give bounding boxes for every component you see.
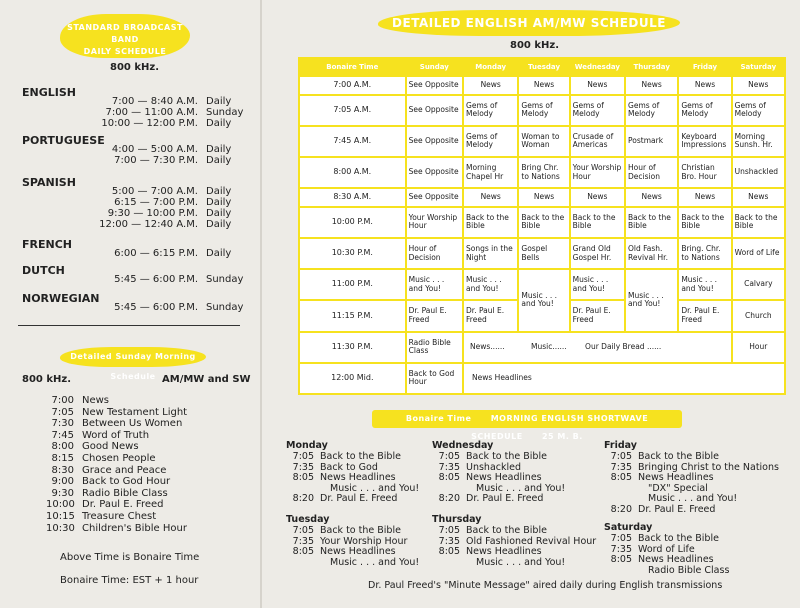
sw-row [288, 536, 407, 547]
sw-time: 7:35 [610, 543, 632, 555]
sunday-row [46, 465, 166, 476]
day-label: Daily [206, 155, 232, 166]
sw-row [606, 462, 779, 473]
table-cell: Gospel Bells [518, 238, 569, 269]
sw-row [606, 554, 714, 565]
sw-time: 8:05 [438, 472, 460, 484]
table-cell: News [678, 76, 731, 95]
day-label: Daily [206, 96, 232, 107]
sunday-time: 8:15 [51, 453, 74, 464]
sw-program: News Headlines [638, 472, 714, 484]
sunday-time: 7:05 [51, 406, 74, 418]
table-cell: News [463, 76, 518, 95]
sunday-time: 7:45 [51, 429, 74, 441]
sw-time: 8:05 [292, 546, 314, 558]
sw-row [288, 557, 419, 568]
table-cell: Music . . . and You! [406, 269, 463, 300]
sw-row [288, 462, 378, 473]
sw-row [606, 544, 695, 555]
sw-time: 7:05 [438, 525, 460, 536]
table-cell: 7:05 A.M. [299, 95, 406, 126]
language-time-row [94, 274, 243, 285]
table-cell: Hour of Decision [406, 238, 463, 269]
sunday-time: 7:00 [51, 395, 74, 406]
table-cell: Music . . . and You! [518, 269, 569, 331]
time-range: 9:30 — 10:00 P.M. [107, 208, 198, 219]
divider [18, 325, 240, 326]
sw-row [606, 504, 715, 515]
table-cell: Your Worship Hour [570, 157, 625, 188]
music-label: Music...... [531, 341, 567, 351]
sw-row [288, 493, 397, 504]
table-cell: News [463, 188, 518, 207]
table-cell: Bring. Chr. to Nations [678, 238, 731, 269]
table-cell: Hour of Decision [625, 157, 678, 188]
language-name: FRENCH [22, 238, 72, 251]
sw-row [606, 472, 714, 483]
sw-time: 8:05 [292, 472, 314, 484]
sw-time: 7:35 [438, 461, 460, 473]
time-range: 5:45 — 6:00 P.M. [114, 302, 198, 313]
sw-time: 8:05 [438, 546, 460, 558]
timezone-note: Bonaire Time: EST + 1 hour [60, 575, 199, 586]
language-time-row [94, 107, 243, 118]
sunday-program: Chosen People [82, 453, 156, 464]
table-cell: Gems of Melody [678, 95, 731, 126]
sunday-program: News [82, 395, 110, 406]
table-cell: News [625, 188, 678, 207]
sw-day-wednesday: Wednesday [432, 440, 494, 451]
sunday-program: Radio Bible Class [82, 487, 168, 499]
shortwave-banner [372, 410, 682, 441]
day-label: Daily [206, 186, 232, 197]
table-cell: Back to the Bible [518, 207, 569, 238]
sw-program: Old Fashioned Revival Hour [466, 535, 597, 547]
sw-row [434, 451, 547, 462]
table-row [299, 207, 785, 238]
sw-title: MORNING ENGLISH SHORTWAVE SCHEDULE [471, 414, 649, 441]
sw-program: Music . . . and You! [330, 482, 420, 494]
table-cell: Gems of Melody [463, 126, 518, 157]
sw-program: Back to God [320, 461, 378, 473]
sw-program: Word of Life [638, 543, 695, 555]
sw-program: Radio Bible Class [648, 564, 730, 576]
table-cell: 8:00 A.M. [299, 157, 406, 188]
sw-program: Dr. Paul E. Freed [320, 493, 398, 505]
table-cell: 7:00 A.M. [299, 76, 406, 95]
sunday-time: 9:00 [51, 476, 74, 488]
language-time-row [94, 302, 243, 313]
day-label: Daily [206, 248, 232, 259]
sunday-program: New Testament Light [82, 406, 188, 418]
day-label: Daily [206, 144, 232, 155]
table-cell: News [732, 76, 785, 95]
time-range: 10:00 — 12:00 P.M. [101, 118, 198, 129]
sw-program: "DX" Special [648, 482, 708, 494]
sunday-row [46, 395, 109, 406]
sunday-program: Word of Truth [82, 429, 150, 441]
table-cell: News [518, 188, 569, 207]
table-row [299, 95, 785, 126]
sw-row [288, 525, 401, 536]
language-time-row [94, 144, 231, 155]
sw-time: 8:20 [610, 504, 632, 515]
sunday-time: 7:30 [51, 418, 74, 430]
table-cell: Keyboard Impressions [678, 126, 731, 157]
table-row [299, 269, 785, 300]
table-cell: 7:45 A.M. [299, 126, 406, 157]
language-name: NORWEGIAN [22, 292, 100, 305]
table-cell: Back to the Bible [678, 207, 731, 238]
table-cell: News [732, 188, 785, 207]
day-label: Sunday [206, 302, 244, 313]
sw-row [434, 472, 542, 483]
sw-program: News Headlines [320, 546, 396, 558]
table-cell: Postmark [625, 126, 678, 157]
table-cell: 8:30 A.M. [299, 188, 406, 207]
table-cell: Music . . . and You! [463, 269, 518, 300]
sunday-row [46, 407, 187, 418]
sw-day-monday: Monday [286, 440, 328, 451]
language-name: DUTCH [22, 264, 65, 277]
sw-band: 25 M. B. [541, 432, 583, 441]
sw-program: Back to the Bible [638, 451, 719, 462]
sw-bonaire-time: Bonaire Time [405, 414, 472, 423]
time-range: 7:00 — 8:40 A.M. [111, 96, 198, 107]
table-cell: Morning Sunsh. Hr. [732, 126, 785, 157]
table-cell: 10:00 P.M. [299, 207, 406, 238]
sw-time: 7:35 [438, 535, 460, 547]
left-frequency: 800 kHz. [110, 62, 159, 73]
sunday-frequency: 800 kHz. [22, 374, 71, 385]
table-cell: Dr. Paul E. Freed [406, 300, 463, 331]
sw-time: 7:35 [292, 461, 314, 473]
sunday-program: Between Us Women [82, 418, 183, 430]
sw-row [434, 483, 565, 494]
table-cell: Dr. Paul E. Freed [570, 300, 625, 331]
table-cell: 12:00 Mid. [299, 363, 406, 394]
sw-time: 8:05 [610, 554, 632, 566]
table-cell: News [570, 188, 625, 207]
day-label: Daily [206, 219, 232, 230]
sw-time: 7:35 [292, 535, 314, 547]
table-cell: See Opposite [406, 95, 463, 126]
table-row [299, 363, 785, 394]
sw-row [434, 462, 521, 473]
right-frequency: 800 kHz. [510, 40, 559, 51]
table-cell: 11:15 P.M. [299, 300, 406, 331]
banner-line-2: DAILY SCHEDULE [83, 47, 167, 56]
table-cell: 11:00 P.M. [299, 269, 406, 300]
table-row [299, 332, 785, 363]
sw-row [606, 451, 719, 462]
sunday-row [46, 418, 182, 429]
sw-program: Music . . . and You! [330, 556, 420, 568]
table-row [299, 188, 785, 207]
daily-bread-label: Our Daily Bread ...... [585, 341, 662, 351]
table-cell: Back to the Bible [463, 207, 518, 238]
language-time-row [94, 155, 231, 166]
sunday-row [46, 476, 170, 487]
header-tuesday: Tuesday [518, 58, 569, 76]
sw-row [434, 557, 565, 568]
table-cell: 11:30 P.M. [299, 332, 406, 363]
sw-time: 7:05 [292, 525, 314, 536]
sw-day-saturday: Saturday [604, 522, 653, 533]
table-cell: Songs in the Night [463, 238, 518, 269]
table-row [299, 157, 785, 188]
sw-row [606, 493, 737, 504]
table-row [299, 126, 785, 157]
table-cell: Morning Chapel Hr [463, 157, 518, 188]
sw-row [606, 565, 729, 576]
table-cell: News [678, 188, 731, 207]
table-cell: Music . . . and You! [678, 269, 731, 300]
sunday-program: Grace and Peace [82, 464, 167, 476]
language-time-row [94, 219, 231, 230]
table-cell: Back to the Bible [732, 207, 785, 238]
sw-row [288, 483, 419, 494]
language-name: ENGLISH [22, 86, 76, 99]
sw-day-friday: Friday [604, 440, 637, 451]
header-sunday: Sunday [406, 58, 463, 76]
language-name: SPANISH [22, 176, 76, 189]
header-monday: Monday [463, 58, 518, 76]
sw-program: News Headlines [466, 546, 542, 558]
time-note: Above Time is Bonaire Time [60, 552, 200, 563]
time-range: 4:00 — 5:00 A.M. [111, 144, 198, 155]
sunday-row [46, 523, 187, 534]
sw-program: Unshackled [466, 461, 522, 473]
day-label: Daily [206, 118, 232, 129]
sw-program: Music . . . and You! [476, 556, 566, 568]
table-cell: News [518, 76, 569, 95]
table-cell: Bring Chr. to Nations [518, 157, 569, 188]
english-schedule-banner: DETAILED ENGLISH AM/MW SCHEDULE [378, 10, 680, 36]
table-cell: Woman to Woman [518, 126, 569, 157]
sw-day-tuesday: Tuesday [286, 514, 330, 525]
sunday-row [46, 488, 168, 499]
table-header-row [299, 58, 785, 76]
sw-row [288, 451, 401, 462]
header-saturday: Saturday [732, 58, 785, 76]
sw-row [288, 546, 396, 557]
table-cell: See Opposite [406, 76, 463, 95]
sw-row [288, 472, 396, 483]
table-cell: Grand Old Gospel Hr. [570, 238, 625, 269]
header-wednesday: Wednesday [570, 58, 625, 76]
sw-row [434, 493, 543, 504]
sw-row [606, 533, 719, 544]
sw-program: News Headlines [320, 472, 396, 484]
sunday-band: AM/MW and SW [162, 374, 251, 385]
sw-time: 8:05 [610, 472, 632, 484]
standard-band-banner [60, 14, 190, 58]
sunday-time: 10:15 [46, 511, 75, 522]
sw-time: 7:35 [610, 461, 632, 473]
language-time-row [94, 197, 231, 208]
language-time-row [94, 248, 231, 259]
sunday-time: 10:00 [46, 499, 75, 511]
table-cell [463, 332, 732, 363]
header-thursday: Thursday [625, 58, 678, 76]
sunday-banner: Detailed Sunday Morning Schedule [60, 347, 206, 367]
table-cell: Back to the Bible [625, 207, 678, 238]
language-time-row [94, 96, 231, 107]
sw-program: Music . . . and You! [476, 482, 566, 494]
table-cell: Church [732, 300, 785, 331]
day-label: Daily [206, 208, 232, 219]
table-cell: News [570, 76, 625, 95]
table-cell: Gems of Melody [732, 95, 785, 126]
language-name: PORTUGUESE [22, 134, 105, 147]
table-row [299, 76, 785, 95]
sw-program: News Headlines [638, 554, 714, 566]
sw-day-thursday: Thursday [432, 514, 482, 525]
table-cell: Your Worship Hour [406, 207, 463, 238]
sw-program: News Headlines [466, 472, 542, 484]
table-cell: See Opposite [406, 188, 463, 207]
sunday-row [46, 430, 149, 441]
sw-program: Bringing Christ to the Nations [638, 461, 779, 473]
sw-row [434, 546, 542, 557]
table-cell: Word of Life [732, 238, 785, 269]
table-row [299, 238, 785, 269]
table-cell: Music . . . and You! [570, 269, 625, 300]
day-label: Sunday [206, 107, 244, 118]
sw-time: 7:05 [610, 451, 632, 462]
sunday-time: 9:30 [51, 487, 74, 499]
banner-line-1: STANDARD BROADCAST BAND [67, 23, 183, 44]
sw-row [434, 525, 547, 536]
sw-time: 7:05 [438, 451, 460, 462]
day-label: Sunday [206, 274, 244, 285]
sunday-program: Good News [82, 441, 139, 453]
table-cell: Hour [732, 332, 785, 363]
sunday-row [46, 441, 139, 452]
sw-program: Back to the Bible [320, 451, 401, 462]
sunday-program: Children's Bible Hour [82, 522, 187, 534]
sw-program: Dr. Paul E. Freed [638, 504, 716, 515]
sw-program: Dr. Paul E. Freed [466, 493, 544, 505]
sunday-row [46, 453, 156, 464]
table-cell: See Opposite [406, 157, 463, 188]
table-cell: Music . . . and You! [625, 269, 678, 331]
english-schedule-table [298, 57, 786, 395]
sw-time: 8:20 [292, 493, 314, 505]
sw-time: 7:05 [292, 451, 314, 462]
sw-row [434, 536, 596, 547]
time-range: 12:00 — 12:40 A.M. [99, 219, 198, 230]
time-range: 7:00 — 7:30 P.M. [114, 155, 198, 166]
time-range: 6:15 — 7:00 P.M. [114, 197, 198, 208]
table-cell: News Headlines [463, 363, 785, 394]
language-time-row [94, 186, 231, 197]
table-cell: Back to the Bible [570, 207, 625, 238]
sunday-row [46, 499, 164, 510]
header-friday: Friday [678, 58, 731, 76]
table-cell: Gems of Melody [518, 95, 569, 126]
table-cell: Christian Bro. Hour [678, 157, 731, 188]
table-cell: Gems of Melody [570, 95, 625, 126]
time-range: 5:00 — 7:00 A.M. [111, 186, 198, 197]
sw-time: 8:20 [438, 493, 460, 505]
sunday-time: 10:30 [46, 522, 75, 534]
day-label: Daily [206, 197, 232, 208]
table-cell: See Opposite [406, 126, 463, 157]
sunday-program: Dr. Paul E. Freed [82, 499, 164, 511]
sw-row [606, 483, 708, 494]
table-cell: Calvary [732, 269, 785, 300]
table-cell: Dr. Paul E. Freed [678, 300, 731, 331]
sw-time: 7:05 [610, 533, 632, 544]
table-cell: Radio Bible Class [406, 332, 463, 363]
table-cell: Unshackled [732, 157, 785, 188]
sw-program: Back to the Bible [466, 451, 547, 462]
table-cell: Dr. Paul E. Freed [463, 300, 518, 331]
sunday-row [46, 511, 156, 522]
sw-program: Music . . . and You! [648, 493, 738, 505]
table-cell: News [625, 76, 678, 95]
time-range: 5:45 — 6:00 P.M. [114, 274, 198, 285]
header-bonaire-time: Bonaire Time [299, 58, 406, 76]
sw-program: Your Worship Hour [320, 535, 408, 547]
sw-program: Back to the Bible [466, 525, 547, 536]
table-cell: Crusade of Americas [570, 126, 625, 157]
table-cell: Gems of Melody [463, 95, 518, 126]
sunday-program: Back to God Hour [82, 476, 171, 488]
sunday-time: 8:30 [51, 464, 74, 476]
time-range: 6:00 — 6:15 P.M. [114, 248, 198, 259]
time-range: 7:00 — 11:00 A.M. [105, 107, 198, 118]
news-label: News...... [470, 341, 505, 351]
table-cell: Back to God Hour [406, 363, 463, 394]
minute-message-footer: Dr. Paul Freed's "Minute Message" aired daily during English transmissions [368, 580, 723, 591]
language-time-row [94, 118, 231, 129]
table-cell: 10:30 P.M. [299, 238, 406, 269]
sw-program: Back to the Bible [320, 525, 401, 536]
sunday-program: Treasure Chest [82, 511, 157, 522]
language-time-row [94, 208, 231, 219]
page-fold [260, 0, 262, 608]
sw-program: Back to the Bible [638, 533, 719, 544]
sunday-time: 8:00 [51, 441, 74, 453]
table-cell: Gems of Melody [625, 95, 678, 126]
table-cell: Old Fash. Revival Hr. [625, 238, 678, 269]
